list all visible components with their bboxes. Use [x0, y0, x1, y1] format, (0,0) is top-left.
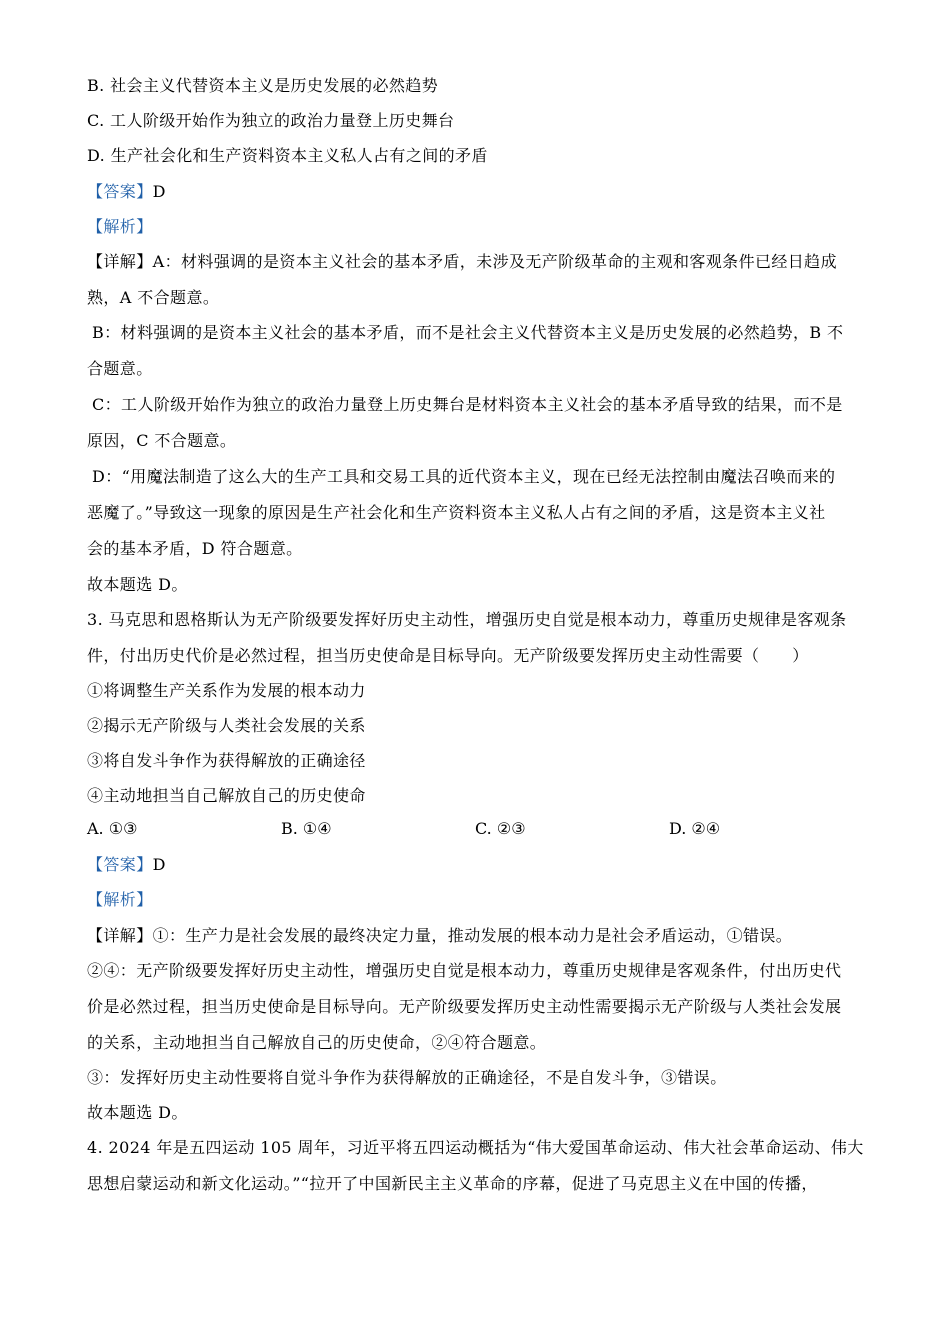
q3-detail-line-3: 价是必然过程，担当历史使命是目标导向。无产阶级要发挥历史主动性需要揭示无产阶级与人类社会发展 [87, 997, 842, 1016]
q3-option-d: D. ②④ [669, 819, 721, 838]
q2-detail-c-line-1: C：工人阶级开始作为独立的政治力量登上历史舞台是材料资本主义社会的基本矛盾导致的结果，而不是 [92, 395, 843, 414]
answer-value: D [152, 855, 166, 874]
q3-conclusion: 故本题选 D。 [87, 1103, 188, 1122]
q2-option-d: D. 生产社会化和生产资料资本主义私人占有之间的矛盾 [87, 146, 488, 165]
q3-detail-line-5: ③：发挥好历史主动性要将自觉斗争作为获得解放的正确途径，不是自发斗争，③错误。 [87, 1068, 727, 1087]
q3-option-b: B. ①④ [281, 819, 332, 838]
q2-option-c: C. 工人阶级开始作为独立的政治力量登上历史舞台 [87, 111, 455, 130]
q2-conclusion: 故本题选 D。 [87, 575, 188, 594]
q2-detail-d-line-3: 会的基本矛盾，D 符合题意。 [87, 539, 303, 558]
q3-detail-line-2: ②④：无产阶级要发挥好历史主动性，增强历史自觉是根本动力，尊重历史规律是客观条件，付出历史代 [87, 961, 842, 980]
q3-detail-line-4: 的关系，主动地担当自己解放自己的历史使命，②④符合题意。 [87, 1033, 547, 1052]
q3-analysis-tag: 【解析】 [87, 890, 153, 909]
q2-option-b: B. 社会主义代替资本主义是历史发展的必然趋势 [87, 76, 439, 95]
answer-tag: 【答案】 [87, 182, 153, 201]
q3-answer-line [87, 854, 166, 876]
q2-detail-d-line-2: 恶魔了。”导致这一现象的原因是生产社会化和生产资料资本主义私人占有之间的矛盾，这是资本主义社 [87, 503, 826, 522]
q3-item-1: ①将调整生产关系作为发展的根本动力 [87, 681, 366, 700]
q3-detail-line-1 [87, 925, 792, 947]
q4-stem-line-2: 思想启蒙运动和新文化运动。”“拉开了中国新民主主义革命的序幕，促进了马克思主义在中国的传播， [87, 1174, 818, 1193]
q2-detail-c-line-2: 原因，C 不合题意。 [87, 431, 237, 450]
q2-detail-b-line-2: 合题意。 [87, 359, 153, 378]
q4-stem-line-1: 4. 2024 年是五四运动 105 周年，习近平将五四运动概括为“伟大爱国革命运动、伟大社会革命运动、伟大 [87, 1138, 864, 1157]
q3-item-4: ④主动地担当自己解放自己的历史使命 [87, 786, 366, 805]
q2-answer-line [87, 181, 166, 203]
q3-stem-line-1: 3. 马克思和恩格斯认为无产阶级要发挥好历史主动性，增强历史自觉是根本动力，尊重历史规律是客观条 [87, 610, 847, 629]
q3-stem-line-2: 件，付出历史代价是必然过程，担当历史使命是目标导向。无产阶级要发挥历史主动性需要（ ） [87, 646, 809, 665]
q3-option-a: A. ①③ [87, 819, 138, 838]
q3-item-2: ②揭示无产阶级与人类社会发展的关系 [87, 716, 366, 735]
q2-detail-a-line-2: 熟，A 不合题意。 [87, 288, 220, 307]
q3-option-c: C. ②③ [475, 819, 526, 838]
answer-value: D [152, 182, 166, 201]
q2-detail-d-line-1: D：“用魔法制造了这么大的生产工具和交易工具的近代资本主义，现在已经无法控制由魔法召唤而来的 [92, 467, 836, 486]
answer-tag: 【答案】 [87, 855, 153, 874]
detail-a-text: A：材料强调的是资本主义社会的基本矛盾，未涉及无产阶级革命的主观和客观条件已经日趋成 [152, 252, 837, 271]
q2-detail-b-line-1: B：材料强调的是资本主义社会的基本矛盾，而不是社会主义代替资本主义是历史发展的必然趋势，B 不 [92, 323, 844, 342]
q2-detail-a-line-1 [87, 251, 837, 273]
q2-analysis-tag: 【解析】 [87, 217, 153, 236]
q3-item-3: ③将自发斗争作为获得解放的正确途径 [87, 751, 366, 770]
detail-tag: 【详解】 [87, 252, 153, 271]
detail-text: ①：生产力是社会发展的最终决定力量，推动发展的根本动力是社会矛盾运动，①错误。 [152, 926, 793, 945]
detail-tag: 【详解】 [87, 926, 153, 945]
